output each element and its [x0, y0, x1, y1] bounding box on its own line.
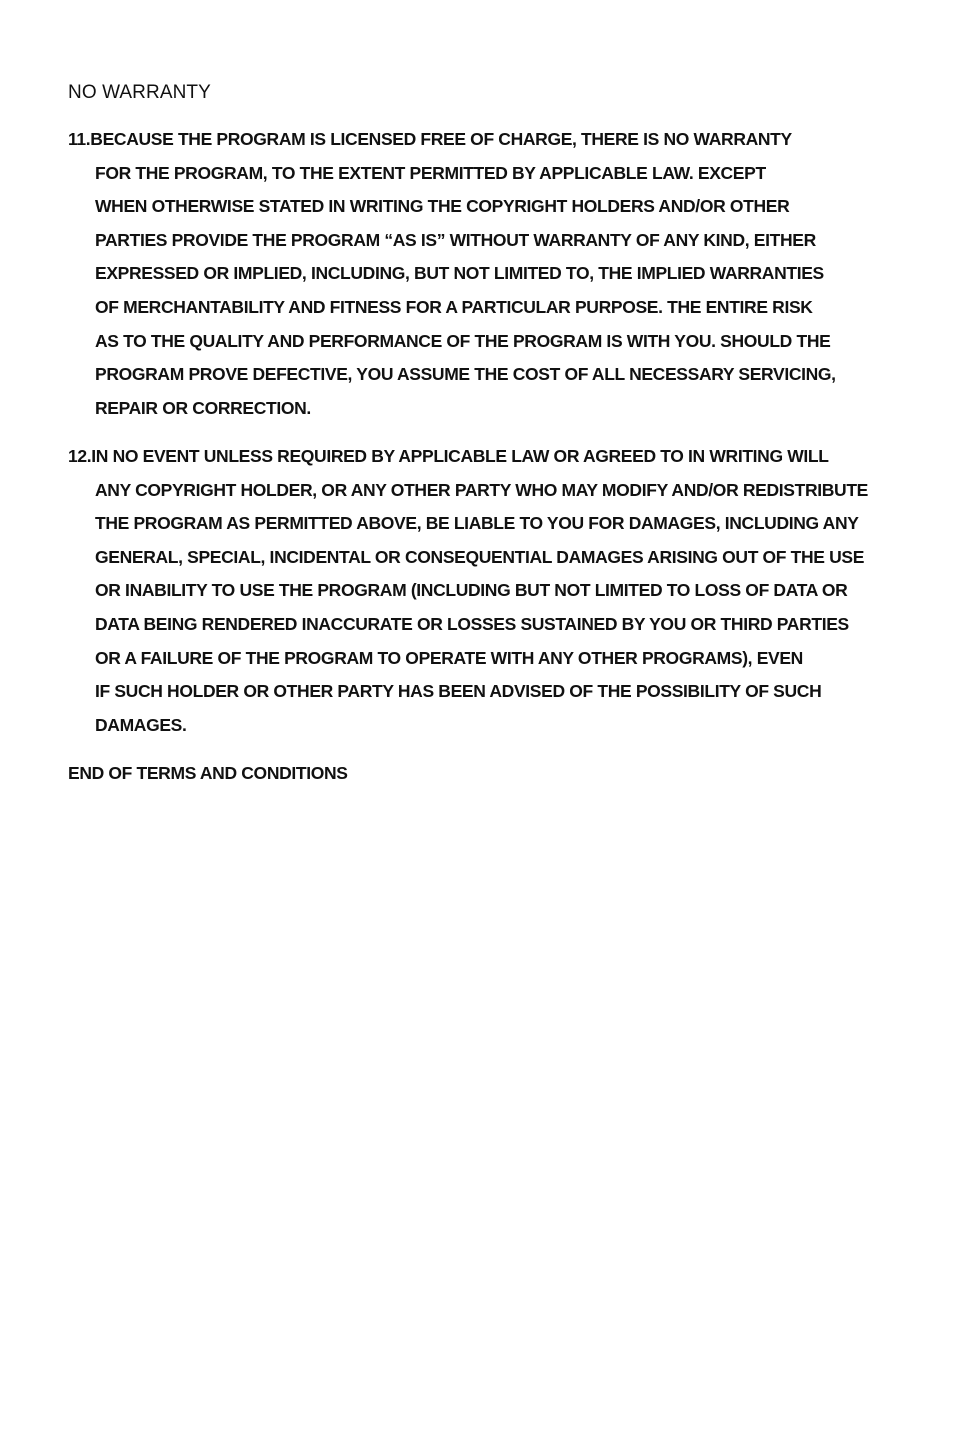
clause-line: REPAIR OR CORRECTION. — [95, 397, 311, 418]
clause-12 — [68, 440, 948, 742]
clause-line: THE PROGRAM AS PERMITTED ABOVE, BE LIABLE TO YOU FOR DAMAGES, INCLUDING ANY — [95, 513, 859, 534]
clause-line: EXPRESSED OR IMPLIED, INCLUDING, BUT NOT LIMITED TO, THE IMPLIED WARRANTIES — [95, 263, 824, 284]
clause-line: AS TO THE QUALITY AND PERFORMANCE OF THE PROGRAM IS WITH YOU. SHOULD THE — [95, 330, 831, 351]
clause-line: IF SUCH HOLDER OR OTHER PARTY HAS BEEN ADVISED OF THE POSSIBILITY OF SUCH — [95, 681, 822, 702]
clause-line: PROGRAM PROVE DEFECTIVE, YOU ASSUME THE COST OF ALL NECESSARY SERVICING, — [95, 364, 836, 385]
section-heading: NO WARRANTY — [68, 82, 211, 103]
clause-line: 12.IN NO EVENT UNLESS REQUIRED BY APPLICABLE LAW OR AGREED TO IN WRITING WILL — [68, 446, 829, 466]
clause-line: PARTIES PROVIDE THE PROGRAM “AS IS” WITHOUT WARRANTY OF ANY KIND, EITHER — [95, 229, 816, 250]
clause-line: DATA BEING RENDERED INACCURATE OR LOSSES SUSTAINED BY YOU OR THIRD PARTIES — [95, 613, 849, 634]
clause-line: OR INABILITY TO USE THE PROGRAM (INCLUDING BUT NOT LIMITED TO LOSS OF DATA OR — [95, 580, 848, 601]
clause-line: OR A FAILURE OF THE PROGRAM TO OPERATE WITH ANY OTHER PROGRAMS), EVEN — [95, 647, 803, 668]
clause-line: OF MERCHANTABILITY AND FITNESS FOR A PARTICULAR PURPOSE. THE ENTIRE RISK — [95, 296, 813, 317]
clause-line: ANY COPYRIGHT HOLDER, OR ANY OTHER PARTY WHO MAY MODIFY AND/OR REDISTRIBUTE — [95, 479, 868, 500]
clause-line: DAMAGES. — [95, 714, 187, 735]
clause-line: GENERAL, SPECIAL, INCIDENTAL OR CONSEQUENTIAL DAMAGES ARISING OUT OF THE USE — [95, 546, 865, 567]
clause-line: 11.BECAUSE THE PROGRAM IS LICENSED FREE OF CHARGE, THERE IS NO WARRANTY — [68, 129, 792, 149]
closing-heading: END OF TERMS AND CONDITIONS — [68, 763, 348, 783]
clause-11 — [68, 123, 948, 425]
clause-line: FOR THE PROGRAM, TO THE EXTENT PERMITTED BY APPLICABLE LAW. EXCEPT — [95, 162, 766, 183]
clause-line: WHEN OTHERWISE STATED IN WRITING THE COPYRIGHT HOLDERS AND/OR OTHER — [95, 196, 790, 217]
